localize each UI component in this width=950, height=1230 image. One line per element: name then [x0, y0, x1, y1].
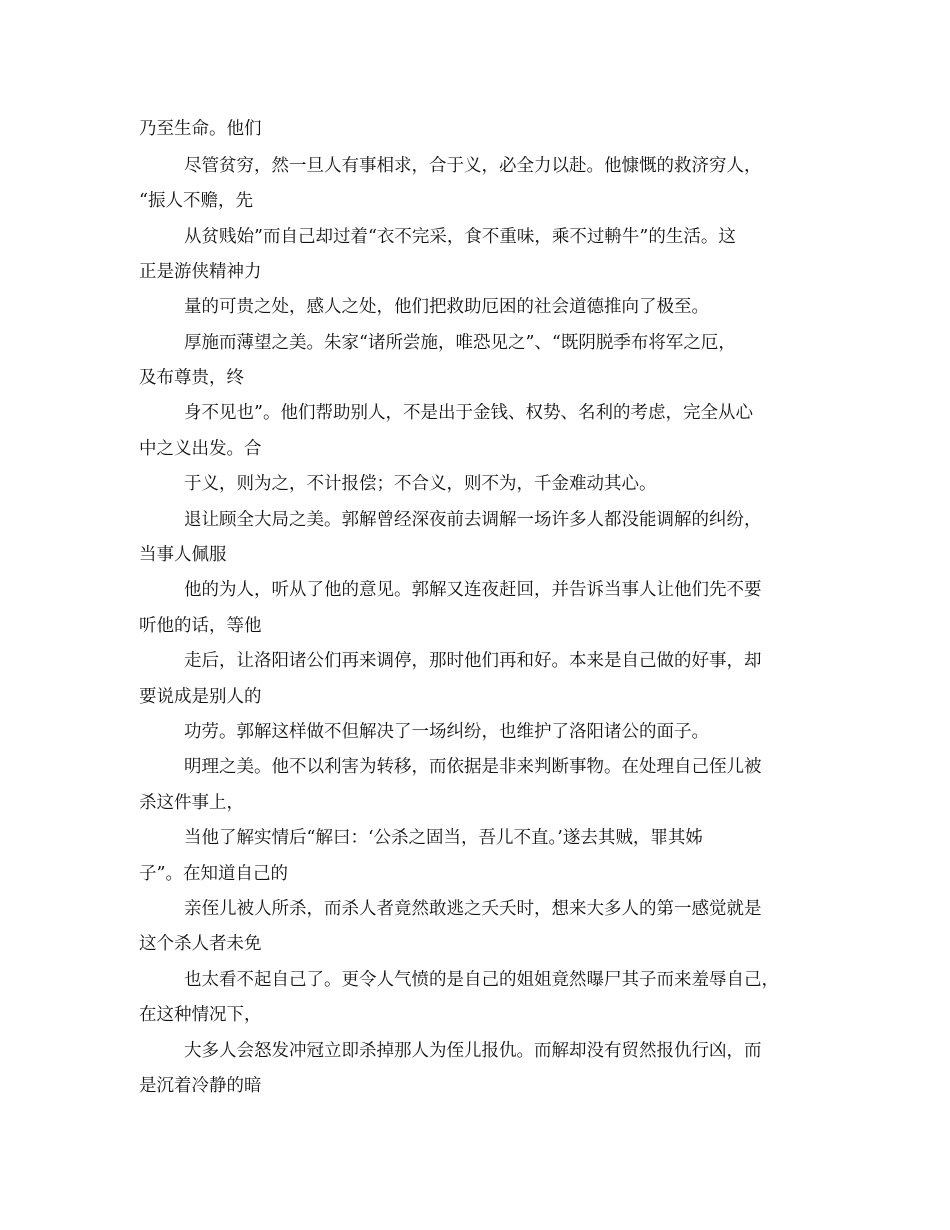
- text-line: 子”。在知道自己的: [139, 864, 288, 884]
- text-line: 功劳。郭解这样做不但解决了一场纠纷，也维护了洛阳诸公的面子。: [184, 722, 709, 742]
- text-line: “振人不赡，先: [139, 191, 253, 211]
- text-line: 退让顾全大局之美。郭解曾经深夜前去调解一场许多人都没能调解的纠纷，: [184, 510, 762, 530]
- text-line: 中之义出发。合: [139, 439, 262, 459]
- text-line: 厚施而薄望之美。朱家“诸所尝施，唯恐见之”、“既阴脱季布将军之厄，: [184, 333, 736, 353]
- text-line: 明理之美。他不以利害为转移，而依据是非来判断事物。在处理自己侄儿被: [184, 757, 762, 777]
- text-line: 也太看不起自己了。更令人气愤的是自己的姐姐竟然曝尸其子而来羞辱自己，: [184, 970, 779, 990]
- text-line: 是沉着冷静的暗: [139, 1076, 262, 1096]
- text-line: 从贫贱始”而自己却过着“衣不完采，食不重味，乘不过輈牛”的生活。这: [184, 227, 736, 247]
- text-line: 及布尊贵，终: [139, 368, 244, 388]
- text-line: 在这种情况下，: [139, 1005, 262, 1025]
- text-line: 正是游侠精神力: [139, 262, 262, 282]
- text-line: 听他的话，等他: [139, 616, 262, 636]
- text-line: 于义，则为之，不计报偿；不合义，则不为，千金难动其心。: [184, 474, 657, 494]
- text-line: 尽管贫穷，然一旦人有事相求，合于义，必全力以赴。他慷慨的救济穷人，: [184, 156, 762, 176]
- text-line: 他的为人，听从了他的意见。郭解又连夜赶回，并告诉当事人让他们先不要: [184, 580, 762, 600]
- text-line: 量的可贵之处，感人之处，他们把救助厄困的社会道德推向了极至。: [184, 297, 709, 317]
- text-line: 乃至生命。他们: [139, 119, 262, 139]
- text-line: 要说成是别人的: [139, 687, 262, 707]
- text-line: 当他了解实情后“解曰：‘公杀之固当，吾儿不直。’遂去其贼，罪其姊: [184, 828, 703, 848]
- text-line: 杀这件事上，: [139, 793, 244, 813]
- text-line: 走后，让洛阳诸公们再来调停，那时他们再和好。本来是自己做的好事，却: [184, 651, 762, 671]
- text-line: 亲侄儿被人所杀，而杀人者竟然敢逃之夭夭时，想来大多人的第一感觉就是: [184, 899, 762, 919]
- text-line: 当事人佩服: [139, 545, 227, 565]
- text-line: 这个杀人者未免: [139, 934, 262, 954]
- text-line: 身不见也”。他们帮助别人，不是出于金钱、权势、名利的考虑，完全从心: [184, 403, 753, 423]
- text-line: 大多人会怒发冲冠立即杀掉那人为侄儿报仇。而解却没有贸然报仇行凶，而: [184, 1041, 762, 1061]
